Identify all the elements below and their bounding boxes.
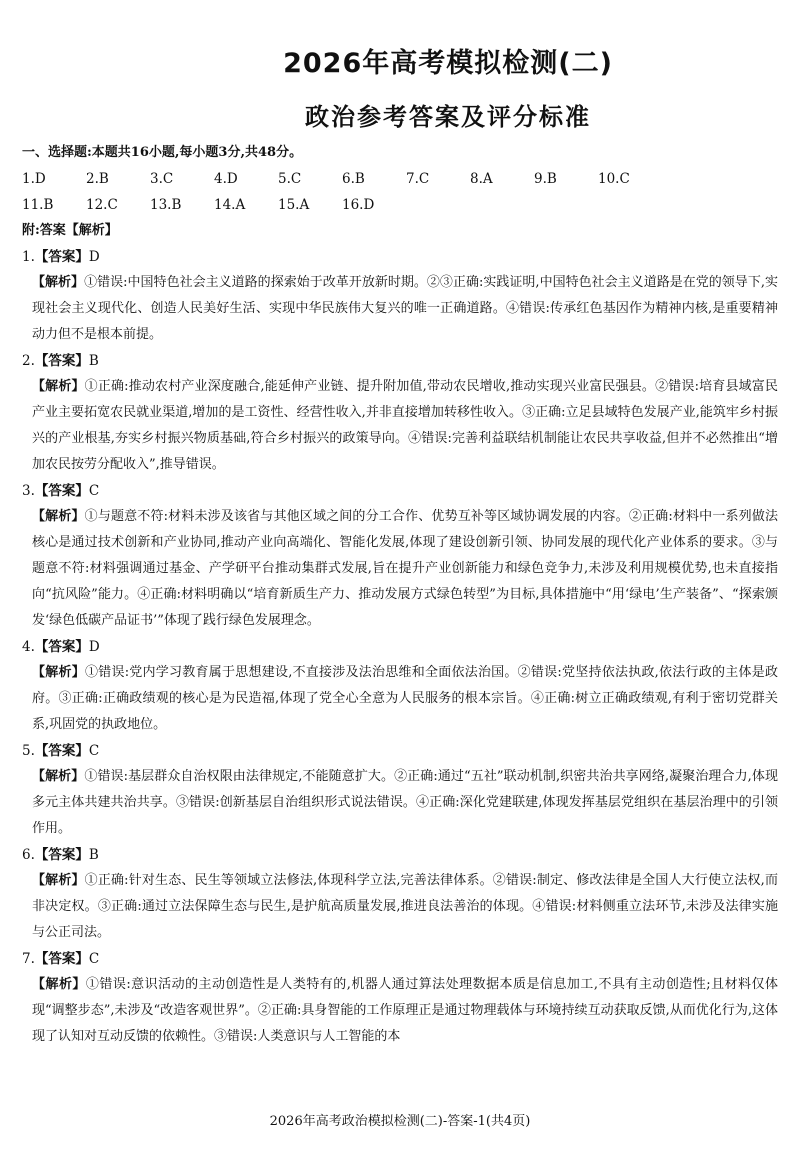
question-analysis-4 — [22, 660, 778, 738]
answer-key-item: 1.D — [22, 171, 46, 187]
answer-key-item: 11.B — [22, 197, 54, 213]
answer-key-row-2 — [22, 192, 778, 218]
question-answer-2 — [22, 348, 778, 374]
page-title: 2026年高考模拟检测(二) — [283, 48, 613, 79]
answer-value: C — [88, 483, 100, 499]
answer-label: 【答案】 — [34, 483, 89, 499]
question-number: 4. — [22, 639, 35, 655]
answer-key-item: 15.A — [278, 197, 310, 213]
answer-key-item: 6.B — [342, 171, 365, 187]
analysis-text: ①错误:基层群众自治权限由法律规定,不能随意扩大。②正确:通过“五社”联动机制,织密共治共享网络,凝聚治理合力,体现多元主体共建共治共享。③错误:创新基层自治组织形式说法错误。④正确:深化党建联建,体现发挥基层党组织在基层治理中的引领作用。 — [32, 769, 778, 836]
answer-label: 【答案】 — [34, 249, 89, 265]
analysis-label: 【解析】 — [32, 665, 85, 680]
analysis-text: ①错误:党内学习教育属于思想建设,不直接涉及法治思维和全面依法治国。②错误:党坚持依法执政,依法行政的主体是政府。③正确:正确政绩观的核心是为民造福,体现了党全心全意为人民服务的根本宗旨。④正确:树立正确政绩观,有利于密切党群关系,巩固党的执政地位。 — [32, 665, 778, 732]
answer-key-item: 5.C — [278, 171, 302, 187]
question-answer-5 — [22, 738, 778, 764]
analysis-label: 【解析】 — [32, 275, 85, 290]
analysis-label: 【解析】 — [32, 977, 86, 992]
answer-value: B — [88, 847, 99, 863]
answer-key-item: 2.B — [86, 171, 109, 187]
answer-label: 【答案】 — [34, 847, 89, 863]
question-answer-3 — [22, 478, 778, 504]
analysis-label: 【解析】 — [32, 509, 85, 524]
question-number: 1. — [22, 249, 35, 265]
question-number: 3. — [22, 483, 35, 499]
answer-key-item: 4.D — [214, 171, 238, 187]
question-answer-4 — [22, 634, 778, 660]
answer-value: D — [88, 639, 100, 655]
section-heading-choice: 一、选择题:本题共16小题,每小题3分,共48分。 — [22, 145, 303, 160]
answer-key-item: 16.D — [342, 197, 375, 213]
answer-label: 【答案】 — [34, 353, 89, 369]
answer-key-item: 13.B — [150, 197, 182, 213]
question-analysis-1 — [22, 270, 778, 348]
analysis-label: 【解析】 — [32, 379, 85, 394]
answer-value: B — [88, 353, 99, 369]
analysis-text: ①正确:针对生态、民生等领域立法修法,体现科学立法,完善法律体系。②错误:制定、修改法律是全国人大行使立法权,而非决定权。③正确:通过立法保障生态与民生,是护航高质量发展,推进良法善治的体现。④错误:材料侧重立法环节,未涉及法律实施与公正司法。 — [32, 873, 778, 940]
answer-label: 【答案】 — [34, 951, 89, 967]
answer-label: 【答案】 — [34, 639, 89, 655]
page-subtitle: 政治参考答案及评分标准 — [305, 103, 591, 131]
question-analysis-7 — [22, 972, 778, 1050]
answer-key-row-1 — [22, 166, 778, 192]
question-number: 6. — [22, 847, 35, 863]
answer-value: C — [88, 951, 100, 967]
page-footer: 2026年高考政治模拟检测(二)-答案-1(共4页) — [269, 1114, 531, 1129]
answer-key-item: 3.C — [150, 171, 174, 187]
question-number: 7. — [22, 951, 35, 967]
question-number: 5. — [22, 743, 35, 759]
answer-key-item: 10.C — [598, 171, 630, 187]
answer-key-item: 8.A — [470, 171, 493, 187]
question-number: 2. — [22, 353, 35, 369]
question-answer-7 — [22, 946, 778, 972]
answer-label: 【答案】 — [34, 743, 89, 759]
answer-key-item: 7.C — [406, 171, 430, 187]
analysis-text: ①与题意不符:材料未涉及该省与其他区域之间的分工合作、优势互补等区域协调发展的内容。②正确:材料中一系列做法核心是通过技术创新和产业协同,推动产业向高端化、智能化发展,体现了建设创新引领、协同发展的现代化产业体系的要求。③与题意不符:材料强调通过基金、产学研平台推动集群式发展,旨在提升产业创新能力和绿色竞争力,未涉及利用规模优势,也未直接指向“抗风险”能力。④正确:材料明确以“培育新质生产力、推动发展方式绿色转型”为目标,具体措施中“用‘绿电’生产装备”、“探索颁发‘绿色低碳产品证书’”体现了践行绿色发展理念。 — [32, 509, 778, 628]
question-answer-6 — [22, 842, 778, 868]
answer-value: D — [88, 249, 100, 265]
question-analysis-2 — [22, 374, 778, 478]
answer-key-item: 9.B — [534, 171, 557, 187]
analysis-text: ①正确:推动农村产业深度融合,能延伸产业链、提升附加值,带动农民增收,推动实现兴业富民强县。②错误:培育县域富民产业主要拓宽农民就业渠道,增加的是工资性、经营性收入,并非直接增加转移性收入。③正确:立足县域特色发展产业,能筑牢乡村振兴的产业根基,夯实乡村振兴物质基础,符合乡村振兴的政策导向。④错误:完善利益联结机制能让农民共享收益,但并不必然推出“增加农民按劳分配收入”,推导错误。 — [32, 379, 778, 472]
question-analysis-5 — [22, 764, 778, 842]
analysis-text: ①错误:中国特色社会主义道路的探索始于改革开放新时期。②③正确:实践证明,中国特色社会主义道路是在党的领导下,实现社会主义现代化、创造人民美好生活、实现中华民族伟大复兴的唯一正确道路。④错误:传承红色基因作为精神内核,是重要精神动力但不是根本前提。 — [32, 275, 778, 342]
question-answer-1 — [22, 244, 778, 270]
question-analysis-6 — [22, 868, 778, 946]
appendix-label: 附:答案【解析】 — [22, 223, 118, 238]
answer-value: C — [88, 743, 100, 759]
answer-key-item: 14.A — [214, 197, 246, 213]
analysis-label: 【解析】 — [32, 769, 85, 784]
question-analysis-3 — [22, 504, 778, 634]
answer-key-item: 12.C — [86, 197, 118, 213]
analysis-text: ①错误:意识活动的主动创造性是人类特有的,机器人通过算法处理数据本质是信息加工,不具有主动创造性;且材料仅体现“调整步态”,未涉及“改造客观世界”。②正确:具身智能的工作原理正是通过物理载体与环境持续互动获取反馈,从而优化行为,这体现了认知对互动反馈的依赖性。③错误:人类意识与人工智能的本 — [32, 977, 778, 1044]
analysis-label: 【解析】 — [32, 873, 85, 888]
